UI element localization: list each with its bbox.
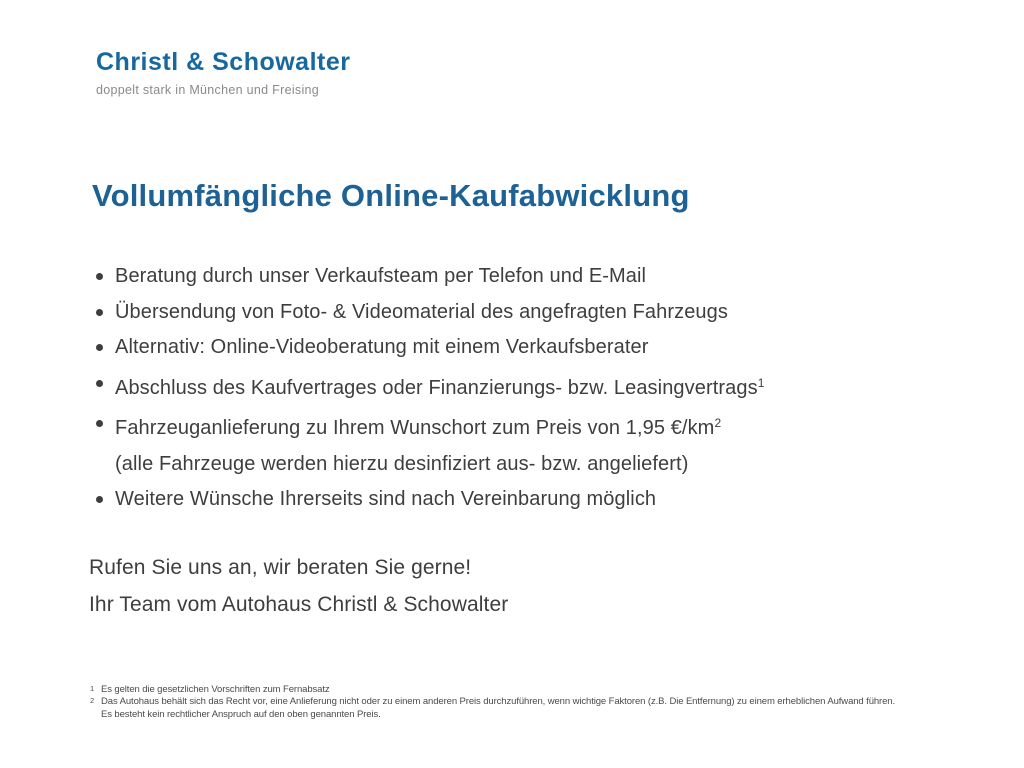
dealer-tagline: doppelt stark in München und Freising (96, 83, 320, 97)
bullet-icon (96, 273, 103, 280)
dealer-name: Christl & Schowalter (96, 48, 351, 76)
bullet-icon (96, 309, 103, 316)
list-item (96, 366, 764, 407)
list-item-text: Weitere Wünsche Ihrerseits sind nach Vereinbarung möglich (115, 488, 657, 510)
footnote-reference: 1 (757, 375, 765, 390)
footnote (90, 684, 895, 696)
list-item-text: Beratung durch unser Verkaufsteam per Telefon und E-Mail (115, 265, 647, 287)
dealer-logo (96, 48, 351, 97)
closing-line: Rufen Sie uns an, wir beraten Sie gerne! (89, 556, 472, 579)
footnote-reference: 2 (714, 416, 722, 430)
footnote-marker: 2 (90, 696, 95, 706)
bullet-icon (96, 496, 103, 503)
page-title: Vollumfängliche Online-Kaufabwicklung (92, 178, 690, 213)
footnote-text: Es besteht kein rechtlicher Anspruch auf den oben genannten Preis. (101, 708, 381, 720)
list-item (96, 259, 764, 295)
list-item (96, 295, 764, 331)
bullet-icon (96, 380, 103, 387)
bullet-icon (96, 420, 103, 427)
list-item-text: Alternativ: Online-Videoberatung mit einem Verkaufsberater (115, 336, 649, 358)
closing-line: Ihr Team vom Autohaus Christl & Schowalter (89, 593, 509, 616)
list-item-text: Übersendung von Foto- & Videomaterial des angefragten Fahrzeugs (115, 300, 728, 323)
list-item (96, 482, 764, 518)
list-item-continuation (96, 447, 764, 483)
list-item (96, 406, 764, 447)
closing-message (89, 549, 508, 623)
feature-list (96, 259, 764, 518)
footnote-marker: 1 (90, 684, 95, 693)
footnote-text: Das Autohaus behält sich das Recht vor, eine Anlieferung nicht oder zu einem anderen Preis durchzuführen, wenn wichtige Faktoren (z.B. Die Entfernung) zu einem erheblichen Aufwand führen. (101, 696, 896, 708)
list-item-text: Abschluss des Kaufvertrages oder Finanzierungs- bzw. Leasingvertrags (115, 376, 758, 399)
footnote (90, 696, 895, 721)
footnote-text: Es gelten die gesetzlichen Vorschriften zum Fernabsatz (101, 684, 330, 695)
bullet-icon (96, 344, 103, 351)
list-item (96, 330, 764, 366)
footnotes (90, 684, 895, 721)
list-item-text: Fahrzeuganlieferung zu Ihrem Wunschort zum Preis von 1,95 €/km (115, 417, 715, 439)
list-item-text: (alle Fahrzeuge werden hierzu desinfiziert aus- bzw. angeliefert) (115, 452, 689, 475)
